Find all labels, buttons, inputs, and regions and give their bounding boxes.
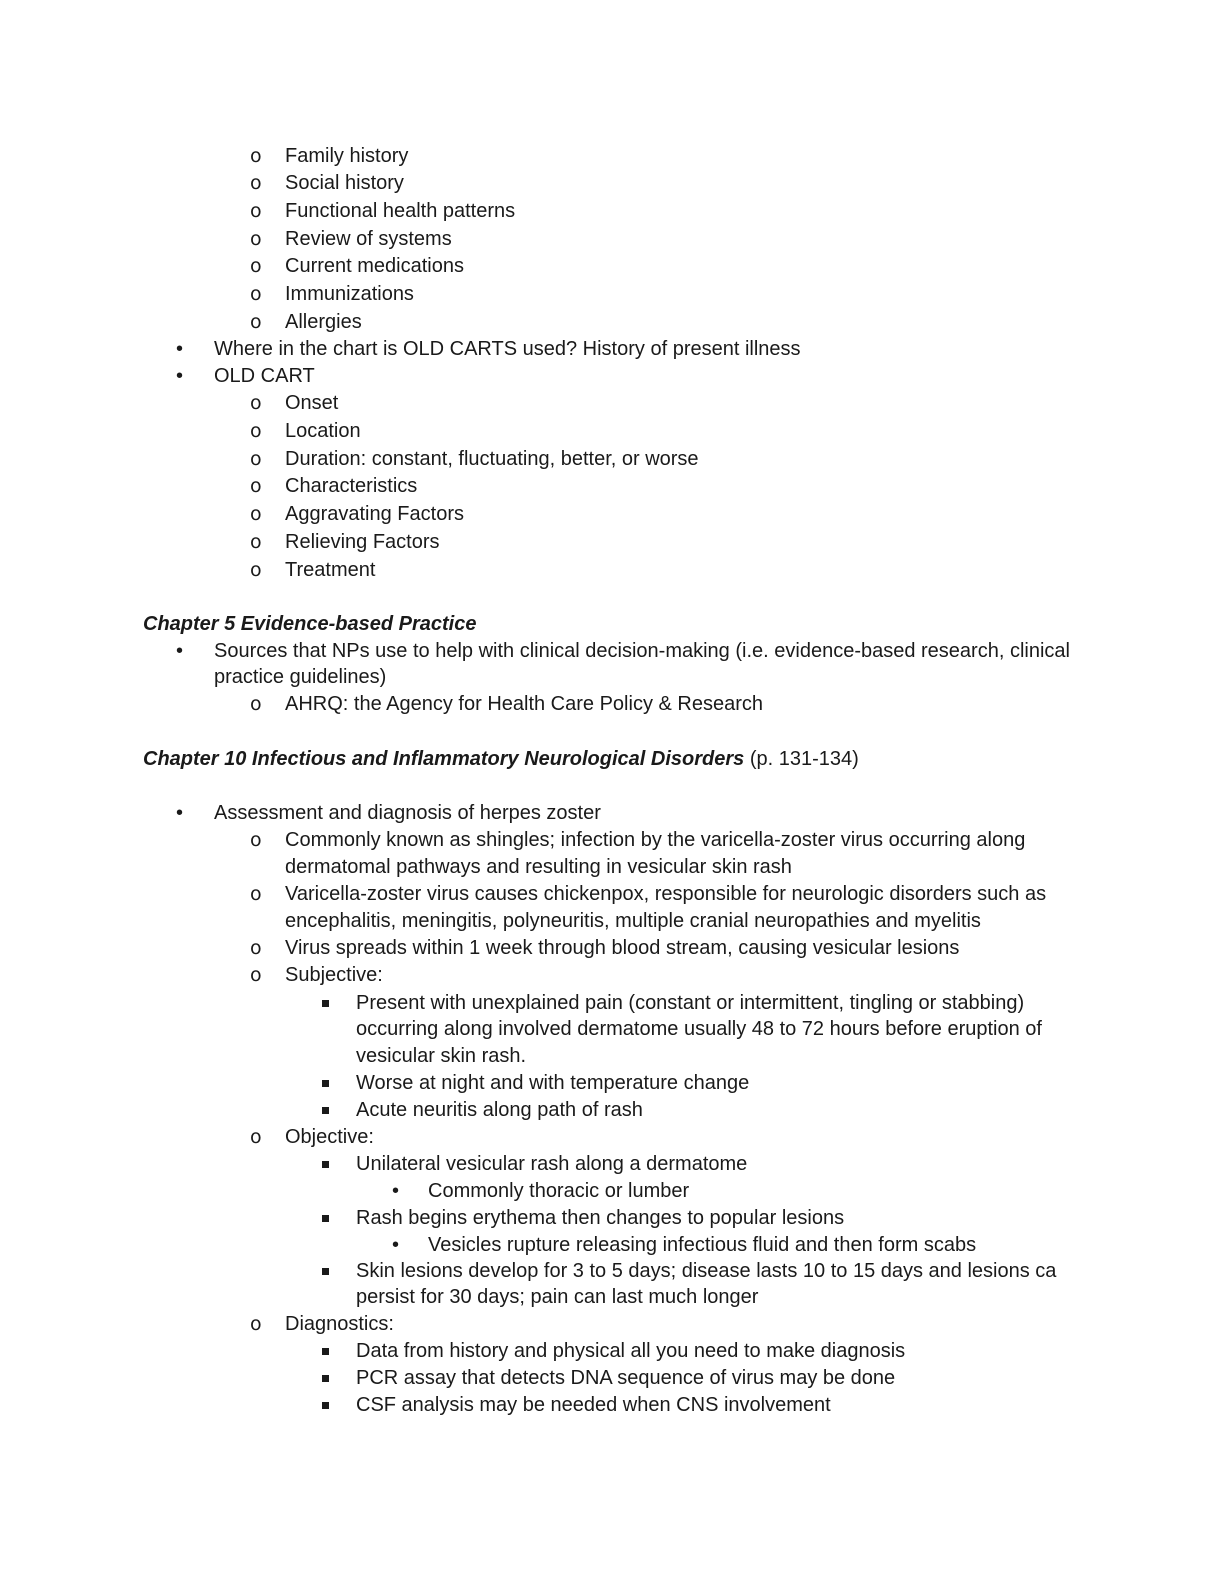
square-bullet [322,1107,329,1114]
list-item: Social history [285,172,404,194]
list-item: Commonly thoracic or lumber [428,1180,690,1202]
circle-bullet: o [250,200,262,222]
circle-bullet: o [250,283,262,305]
circle-bullet: o [250,392,262,414]
list-item-continuation: occurring along involved dermatome usually 48 to 72 hours before eruption of [356,1018,1042,1040]
square-bullet [322,1215,329,1222]
list-item: CSF analysis may be needed when CNS involvement [356,1394,831,1416]
list-item: Rash begins erythema then changes to popular lesions [356,1207,845,1229]
chapter-10-pages: (p. 131-134) [749,748,859,770]
circle-bullet: o [250,475,262,497]
list-item-continuation: practice guidelines) [214,666,387,688]
bullet: • [176,365,184,387]
square-bullet [322,1402,329,1409]
list-item: Data from history and physical all you need to make diagnosis [356,1340,906,1362]
circle-bullet: o [250,937,262,959]
list-item: Aggravating Factors [285,503,464,525]
circle-bullet: o [250,145,262,167]
chapter-10-title: Chapter 10 Infectious and Inflammatory Neurological Disorders [143,748,745,770]
list-item: Current medications [285,255,464,277]
list-item: Skin lesions develop for 3 to 5 days; disease lasts 10 to 15 days and lesions ca [356,1260,1057,1282]
circle-bullet: o [250,172,262,194]
list-item: Review of systems [285,228,452,250]
list-item: Relieving Factors [285,531,440,553]
list-item: Duration: constant, fluctuating, better, or worse [285,448,699,470]
list-item: Commonly known as shingles; infection by the varicella-zoster virus occurring along [285,829,1026,851]
square-bullet [322,1268,329,1275]
list-item: Varicella-zoster virus causes chickenpox, responsible for neurologic disorders such as [285,883,1047,905]
list-item: Subjective: [285,964,383,986]
circle-bullet: o [250,829,262,851]
list-item: Functional health patterns [285,200,516,222]
circle-bullet: o [250,255,262,277]
list-item: Acute neuritis along path of rash [356,1099,643,1121]
list-item: OLD CART [214,365,315,387]
circle-bullet: o [250,420,262,442]
list-item: Vesicles rupture releasing infectious fluid and then form scabs [428,1234,977,1256]
square-bullet [322,1375,329,1382]
circle-bullet: o [250,1313,262,1335]
chapter-5-heading [143,611,476,638]
list-item: PCR assay that detects DNA sequence of virus may be done [356,1367,896,1389]
square-bullet [322,1348,329,1355]
square-bullet [322,1000,329,1007]
circle-bullet: o [250,531,262,553]
list-item: Onset [285,392,339,414]
list-item: Allergies [285,311,362,333]
bullet: • [176,802,184,824]
list-item: Treatment [285,559,376,581]
circle-bullet: o [250,964,262,986]
circle-bullet: o [250,448,262,470]
list-item: Objective: [285,1126,374,1148]
circle-bullet: o [250,1126,262,1148]
circle-bullet: o [250,503,262,525]
circle-bullet: o [250,311,262,333]
list-item: Characteristics [285,475,418,497]
list-item: Unilateral vesicular rash along a dermatome [356,1153,748,1175]
circle-bullet: o [250,883,262,905]
circle-bullet: o [250,693,262,715]
square-bullet [322,1080,329,1087]
list-item-continuation: encephalitis, meningitis, polyneuritis, multiple cranial neuropathies and myelitis [285,910,981,932]
list-item: Present with unexplained pain (constant or intermittent, tingling or stabbing) [356,992,1025,1014]
bullet: • [392,1234,400,1256]
list-item: Virus spreads within 1 week through blood stream, causing vesicular lesions [285,937,960,959]
bullet: • [176,640,184,662]
list-item-continuation: vesicular skin rash. [356,1045,527,1067]
bullet: • [392,1180,400,1202]
list-item: Sources that NPs use to help with clinical decision-making (i.e. evidence-based research, clinical [214,640,1070,662]
chapter-5-title: Chapter 5 Evidence-based Practice [143,613,477,635]
bullet: • [176,338,184,360]
list-item: Assessment and diagnosis of herpes zoster [214,802,601,824]
list-item-continuation: dermatomal pathways and resulting in vesicular skin rash [285,856,792,878]
square-bullet [322,1161,329,1168]
list-item: Where in the chart is OLD CARTS used? History of present illness [214,338,801,360]
circle-bullet: o [250,559,262,581]
list-item: Diagnostics: [285,1313,394,1335]
list-item-continuation: persist for 30 days; pain can last much longer [356,1286,759,1308]
circle-bullet: o [250,228,262,250]
chapter-10-heading [143,746,859,773]
list-item: AHRQ: the Agency for Health Care Policy & Research [285,693,763,715]
list-item: Location [285,420,361,442]
list-item: Immunizations [285,283,414,305]
list-item: Worse at night and with temperature change [356,1072,750,1094]
list-item: Family history [285,145,409,167]
